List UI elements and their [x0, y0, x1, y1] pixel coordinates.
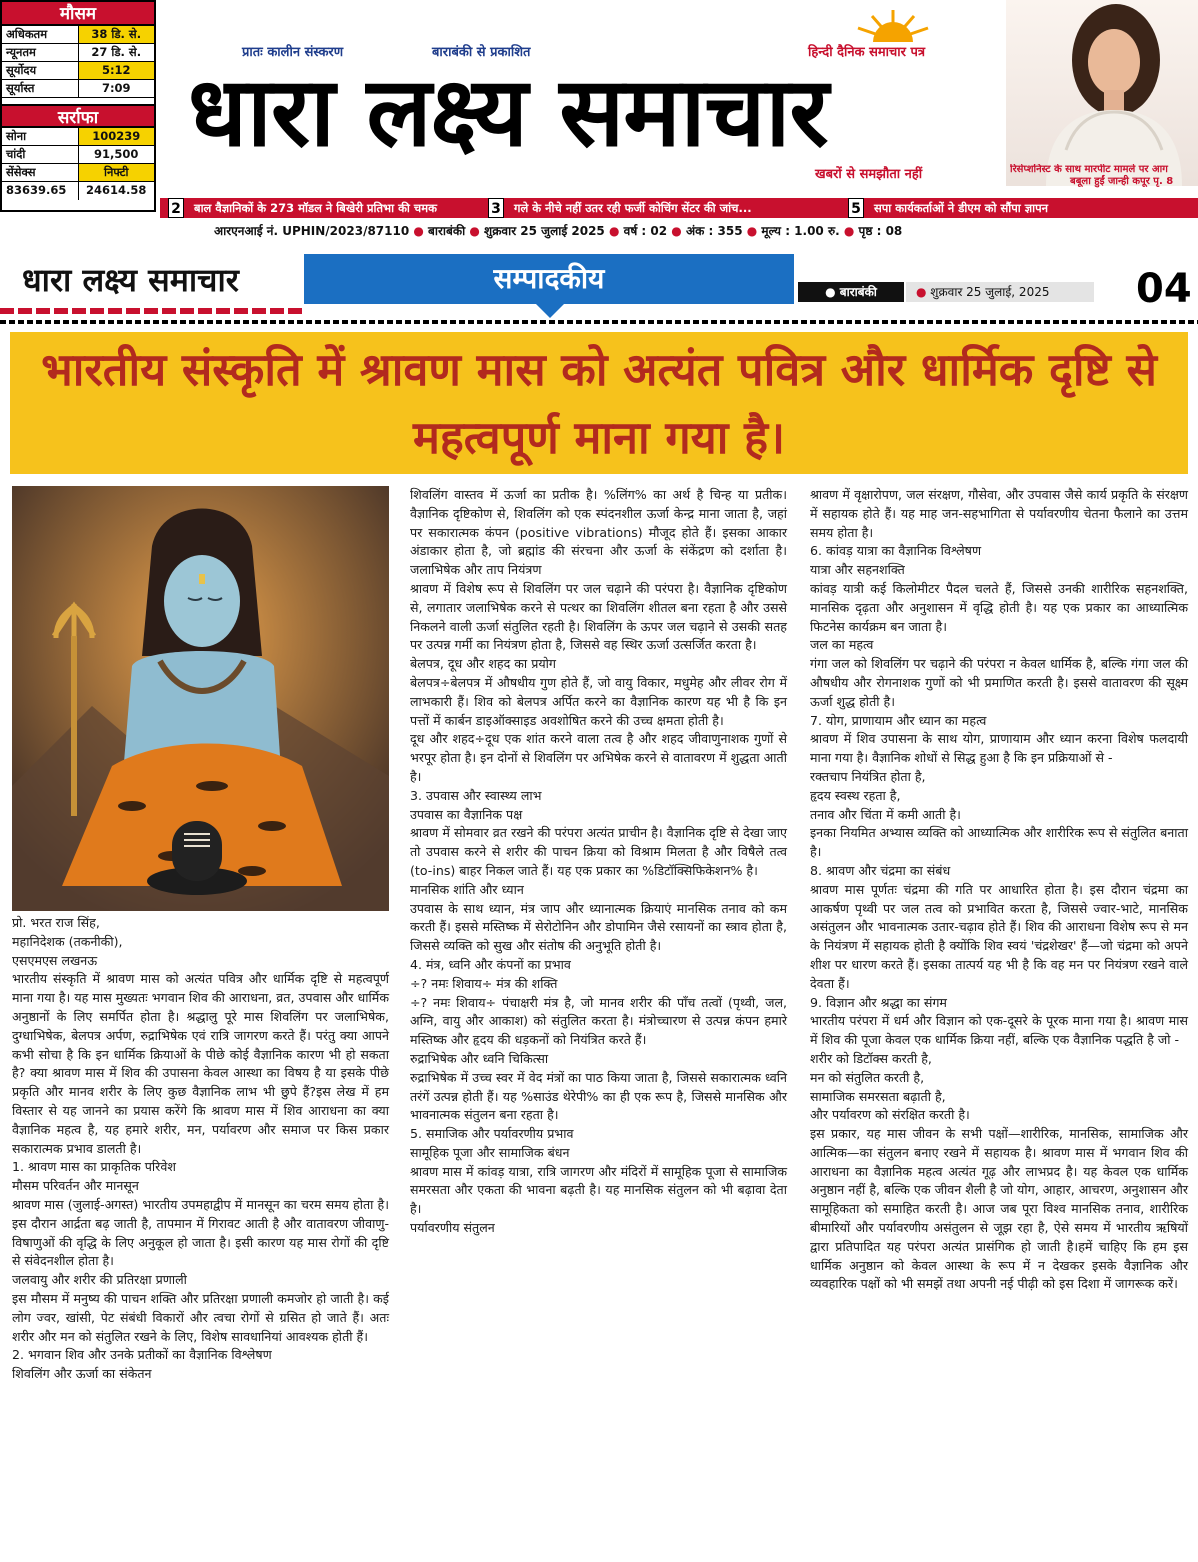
sub-heading: जलवायु और शरीर की प्रतिरक्षा प्रणाली	[12, 1272, 187, 1288]
section-heading: 8. श्रावण और चंद्रमा का संबंध	[810, 862, 951, 878]
ad-caption-line: रिसेप्शनिस्ट के साथ मारपीट मामले पर आग	[1010, 164, 1168, 175]
bullion-label: सेंसेक्स	[2, 164, 78, 181]
list-item: शरीर को डिटॉक्स करती है,	[810, 1050, 932, 1066]
ad-photo	[1006, 0, 1198, 186]
article-paragraph: शिवलिंग वास्तव में ऊर्जा का प्रतीक है। %लिंग% का अर्थ है चिन्ह या प्रतीक। वैज्ञानिक दृष्टिकोण से, शिवलिंग को एक स्पंदनशील ऊर्जा केन्द्र माना जाता है, जहां पर सकारात्मक कंपन (positive vibrations) मौजूद होते हैं। इसका आकार अंडाकार होता है, जो ब्रह्मांड की संरचना और ऊर्जा के संकेंद्रण को दर्शाता है। जलाभिषेक और ताप नियंत्रण	[410, 487, 787, 578]
weather-bullion-box	[0, 0, 156, 212]
ticker-link[interactable]: बाल वैज्ञानिकों के 273 मॉडल ने बिखेरी प्रतिभा की चमक	[194, 200, 437, 215]
section-tab-pointer-icon	[536, 304, 564, 318]
article-paragraph: इस मौसम में मनुष्य की पाचन शक्ति और प्रतिरक्षा प्रणाली कमजोर हो जाती है। कई लोग ज्वर, खांसी, पेट संबंधी विकारों और त्वचा रोगों से ग्रसित हो जाते हैं। अतः शरीर और मन को संतुलित रखने के लिए, विशेष सावधानियां आवश्यक होती हैं।	[12, 1290, 389, 1344]
tagline-top: हिन्दी दैनिक समाचार पत्र	[808, 45, 926, 60]
weather-label: अधिकतम	[2, 26, 78, 43]
bullion-value: 100239	[78, 128, 155, 145]
bullion-title: सर्राफा	[2, 104, 154, 128]
weather-value: 38 डि. से.	[78, 26, 155, 43]
sub-heading: मानसिक शांति और ध्यान	[410, 881, 524, 897]
weather-title: मौसम	[2, 2, 154, 26]
bullion-value: 24614.58	[78, 182, 155, 200]
list-item: सामाजिक समरसता बढ़ाती है,	[810, 1088, 946, 1104]
ticker-link[interactable]: गले के नीचे नहीं उतर रही फर्जी कोचिंग सेंटर की जांच...	[514, 200, 752, 215]
article-paragraph: श्रावण में सोमवार व्रत रखने की परंपरा अत्यंत प्राचीन है। वैज्ञानिक दृष्टि से देखा जाए तो उपवास करने से शरीर की पाचन क्रिया को विश्राम मिलता है और विषैले तत्व (to-ins) बाहर निकल जाते हैं। यह एक प्रकार का %डिटॉक्सिफिकेशन% है।	[410, 825, 787, 878]
year-label: वर्ष : 02	[623, 224, 668, 238]
article-paragraph: भारतीय संस्कृति में श्रावण मास को अत्यंत पवित्र और धार्मिक दृष्टि से महत्वपूर्ण माना गया है। यह मास मुख्यतः भगवान शिव की आराधना, व्रत, उपवास और धार्मिक अनुष्ठानों के लिए समर्पित होता है। श्रद्धालु पूरे मास शिवलिंग पर जलाभिषेक, दुग्धाभिषेक, बेलपत्र अर्पण, रुद्राभिषेक एवं रात्रि जागरण करते हैं। परंतु क्या आपने कभी सोचा है कि इन धार्मिक क्रियाओं के पीछे कोई वैज्ञानिक कारण भी हो सकता है? क्या श्रावण मास में शिव की उपासना केवल आस्था का विषय है या इसके पीछे प्रकृति और मानव शरीर के लिए कुछ वैज्ञानिक लाभ भी छुपे हैं?इस लेख में हम विस्तार से यह जानने का प्रयास करेंगे कि श्रावण मास में शिव आराधना का क्या वैज्ञानिक महत्व है, यह हमारे शरीर, मन, पर्यावरण और समाज पर किस प्रकार सकारात्मक प्रभाव डालती है।	[12, 971, 389, 1156]
registration-line	[214, 222, 902, 239]
sub-heading: रुद्राभिषेक और ध्वनि चिकित्सा	[410, 1050, 549, 1066]
list-item: मन को संतुलित करती है,	[810, 1069, 925, 1085]
sun-logo-icon	[848, 6, 938, 46]
paper-name-logo: धारा लक्ष्य समाचार	[188, 56, 828, 168]
ad-caption	[1010, 164, 1198, 188]
bullet-icon: ●	[469, 224, 485, 238]
article-paragraph: श्रावण मास पूर्णतः चंद्रमा की गति पर आधारित होता है। इस दौरान चंद्रमा का आकर्षण पृथ्वी पर जल तत्व को प्रभावित करता है, जिससे ज्वार-भाटे, मानसिक असंतुलन और भावनात्मक उतार-चढ़ाव होते हैं। शिव की आराधना विशेष रूप से मन के नियंत्रण में सहायक होती है क्योंकि शिव स्वयं 'चंद्रशेखर' हैं—जो चंद्रमा को अपने शीश पर धारण करते हैं। इसका तात्पर्य यह भी है कि वह मन पर नियंत्रण रखने वाले देवता हैं।	[810, 881, 1188, 991]
place-label: बाराबंकी	[428, 224, 466, 238]
decorative-stripe	[0, 308, 304, 314]
list-item: हृदय स्वस्थ रहता है,	[810, 787, 901, 803]
article-paragraph: भारतीय परंपरा में धर्म और विज्ञान को एक-दूसरे के पूरक माना गया है। श्रावण मास में शिव की पूजा केवल एक धार्मिक क्रिया नहीं, बल्कि एक वैज्ञानिक पद्धति है जो -	[810, 1013, 1188, 1048]
bullet-icon: ●	[746, 224, 762, 238]
section-tab-editorial: सम्पादकीय	[304, 254, 794, 304]
author-name: प्रो. भरत राज सिंह,	[12, 915, 100, 930]
article-paragraph: श्रावण मास (जुलाई-अगस्त) भारतीय उपमहाद्वीप में मानसून का चरम समय होता है। इस दौरान आर्द्रता बढ़ जाती है, तापमान में गिरावट आती है और वातावरण जीवाणु-विषाणुओं की वृद्धि के लिए अनुकूल हो जाता है। इसी कारण यह मास रोगों की दृष्टि से संवेदनशील होता है।	[12, 1196, 389, 1269]
weather-row	[2, 26, 154, 44]
section-heading: 5. समाजिक और पर्यावरणीय प्रभाव	[410, 1126, 574, 1142]
bullet-icon: ●	[825, 285, 840, 299]
sub-heading: पर्यावरणीय संतुलन	[410, 1220, 495, 1236]
sub-heading: मौसम परिवर्तन और मानसून	[12, 1178, 139, 1194]
article-paragraph: ÷? नमः शिवाय÷ पंचाक्षरी मंत्र है, जो मानव शरीर की पाँच तत्वों (पृथ्वी, जल, अग्नि, वायु और आकाश) को संतुलित करता है। मंत्रोच्चारण से उत्पन्न कंपन हमारे मस्तिष्क और हृदय की धड़कनों को नियंत्रित करते हैं।	[410, 994, 787, 1048]
section-heading: 9. विज्ञान और श्रद्धा का संगम	[810, 994, 947, 1010]
bullet-icon: ●	[843, 224, 859, 238]
sub-heading: सामूहिक पूजा और सामाजिक बंधन	[410, 1144, 570, 1160]
bullion-row	[2, 182, 154, 200]
weather-value: 7:09	[78, 80, 155, 97]
article-paragraph: श्रावण में विशेष रूप से शिवलिंग पर जल चढ़ाने की परंपरा है। वैज्ञानिक दृष्टिकोण से, लगातार जलाभिषेक करने से पत्थर का शिवलिंग शीतल बना रहता है और उससे निकलने वाली ऊर्जा संतुलित रहती है। शिवलिंग के ऊपर जल चढ़ाने से उसकी सतह पर उत्पन्न गर्मी का नियंत्रण होता है, जिससे वह स्थिर ऊर्जा उत्सर्जित करता है।	[410, 580, 787, 653]
article-paragraph: दूध और शहद÷दूध एक शांत करने वाला तत्व है और शहद जीवाणुनाशक गुणों से भरपूर होता है। इन दोनों से शिवलिंग पर अभिषेक करने से वातावरण में शुद्धता आती है।	[410, 731, 787, 784]
lord-shiva-illustration-icon	[12, 486, 389, 911]
article-paragraph: इनका नियमित अभ्यास व्यक्ति को आध्यात्मिक और शारीरिक रूप से संतुलित बनाता है।	[810, 825, 1188, 860]
sub-heading: शिवलिंग और ऊर्जा का संकेतन	[12, 1366, 152, 1382]
price-label: मूल्य : 1.00 रु.	[761, 224, 840, 238]
article-column-3	[810, 486, 1188, 1294]
weather-label: सूर्योदय	[2, 62, 78, 79]
ticker-page-number: 5	[848, 198, 864, 218]
bullion-row	[2, 128, 154, 146]
article-headline: भारतीय संस्कृति में श्रावण मास को अत्यंत पवित्र और धार्मिक दृष्टि से महत्वपूर्ण माना गया है।	[10, 332, 1188, 474]
weather-row	[2, 62, 154, 80]
actress-photo-icon	[1006, 0, 1198, 186]
masthead	[0, 0, 1198, 238]
section-heading: 3. उपवास और स्वास्थ्य लाभ	[410, 787, 542, 803]
page-header-paper-name: धारा लक्ष्य समाचार	[22, 261, 239, 299]
bullion-row	[2, 164, 154, 182]
section-heading: 7. योग, प्राणायाम और ध्यान का महत्व	[810, 712, 987, 728]
bullion-label: चांदी	[2, 146, 78, 163]
bullion-value: 91,500	[78, 146, 155, 163]
list-item: और पर्यावरण को संरक्षित करती है।	[810, 1107, 970, 1123]
section-heading: 2. भगवान शिव और उनके प्रतीकों का वैज्ञानिक विश्लेषण	[12, 1347, 272, 1363]
issue-label: अंक : 355	[685, 224, 743, 238]
sub-heading: बेलपत्र, दूध और शहद का प्रयोग	[410, 656, 557, 672]
article-paragraph: कांवड़ यात्री कई किलोमीटर पैदल चलते हैं, जिससे उनकी शारीरिक सहनशक्ति, मानसिक दृढ़ता और अनुशासन में वृद्धि होती है। यह एक प्रकार का आध्यात्मिक फिटनेस कार्यक्रम बन जाता है।	[810, 580, 1188, 634]
bullet-icon: ●	[916, 285, 931, 299]
news-ticker	[160, 198, 1198, 218]
bullet-icon: ●	[608, 224, 624, 238]
sub-heading: ÷? नमः शिवाय÷ मंत्र की शक्ति	[410, 975, 558, 991]
article-column-2	[410, 486, 787, 1238]
weather-label: न्यूनतम	[2, 44, 78, 61]
dashed-rule	[0, 320, 1198, 324]
list-item: तनाव और चिंता में कमी आती है।	[810, 806, 961, 822]
bullion-value: निफ्टी	[78, 164, 155, 181]
date-label: शुक्रवार 25 जुलाई 2025	[484, 224, 605, 238]
section-heading: 1. श्रावण मास का प्राकृतिक परिवेश	[12, 1159, 176, 1175]
page-header-place-text: बाराबंकी	[839, 285, 877, 299]
weather-value: 27 डि. से.	[78, 44, 155, 61]
weather-value: 5:12	[78, 62, 155, 79]
section-heading: 4. मंत्र, ध्वनि और कंपनों का प्रभाव	[410, 956, 571, 972]
article-paragraph: उपवास के साथ ध्यान, मंत्र जाप और ध्यानात्मक क्रियाएं मानसिक तनाव को कम करती हैं। इससे मस्तिष्क में सेरोटोनिन और डोपामिन जैसे रसायनों का स्त्राव होता है, जिससे व्यक्ति को सुख और संतोष की अनुभूति होती है।	[410, 900, 787, 954]
pages-label: पृष्ठ : 08	[858, 224, 903, 238]
bullion-label: सोना	[2, 128, 78, 145]
edition-label: प्रातः कालीन संस्करण	[242, 45, 344, 60]
weather-row	[2, 44, 154, 62]
article-paragraph: इस प्रकार, यह मास जीवन के सभी पक्षों—शारीरिक, मानसिक, सामाजिक और आत्मिक—का संतुलन बनाए रखने में सहायक है। श्रावण मास में भगवान शिव की आराधना का वैज्ञानिक महत्व अत्यंत गूढ़ और लाभप्रद है। यह केवल एक धार्मिक अनुष्ठान नहीं है, बल्कि एक जीवन शैली है जो योग, आहार, आचरण, अनुशासन और सामूहिकता को समाहित करती है। आज जब पूरा विश्व मानसिक तनाव, शारीरिक बीमारियों और पर्यावरणीय असंतुलन से जूझ रहा है, ऐसे समय में भारतीय ऋषियों द्वारा प्रतिपादित यह परंपरा अत्यंत प्रासंगिक हो जाती है।हमें चाहिए कि हम इस धार्मिक अनुष्ठान को केवल आस्था के रूप में न देखकर इसके वैज्ञानिक और व्यवहारिक पक्षों को भी समझें तथा अपनी नई पीढ़ी को इस दिशा में जागरूक करें।	[810, 1126, 1188, 1292]
weather-label: सूर्यास्त	[2, 80, 78, 97]
page-header-date	[906, 282, 1094, 302]
sub-heading: यात्रा और सहनशक्ति	[810, 562, 905, 578]
weather-row	[2, 80, 154, 98]
ad-caption-line: बबूला हुईं जान्ही कपूर पृ. 8	[1070, 176, 1174, 187]
list-item: रक्तचाप नियंत्रित होता है,	[810, 768, 926, 784]
article-image	[12, 486, 389, 911]
slogan: खबरों से समझौता नहीं	[815, 167, 923, 182]
article-paragraph: रुद्राभिषेक में उच्च स्वर में वेद मंत्रों का पाठ किया जाता है, जिससे सकारात्मक ध्वनि तरंगें उत्पन्न होती हैं। यह %साउंड थेरेपी% का ही एक रूप है, जिससे मानसिक और भावनात्मक संतुलन बना रहता है।	[410, 1069, 787, 1123]
ticker-link[interactable]: सपा कार्यकर्ताओं ने डीएम को सौंपा ज्ञापन	[874, 200, 1048, 215]
bullet-icon: ●	[671, 224, 686, 238]
section-heading: 6. कांवड़ यात्रा का वैज्ञानिक विश्लेषण	[810, 543, 982, 559]
ticker-page-number: 2	[168, 198, 184, 218]
bullion-row	[2, 146, 154, 164]
rni-number: आरएनआई नं. UPHIN/2023/87110	[214, 224, 410, 238]
published-from: बाराबंकी से प्रकाशित	[432, 45, 531, 60]
sub-heading: जल का महत्व	[810, 637, 874, 653]
page-header-place	[798, 282, 904, 302]
page-number: 04	[1136, 266, 1192, 312]
author-institution: एसएमएस लखनऊ	[12, 952, 98, 968]
article-paragraph: श्रावण मास में कांवड़ यात्रा, रात्रि जागरण और मंदिरों में सामूहिक पूजा से सामाजिक समरसता और एकता की भावना बढ़ती है। यह मानसिक संतुलन को भी बढ़ावा देता है।	[410, 1163, 787, 1217]
bullion-label: 83639.65	[2, 182, 78, 200]
article-paragraph: बेलपत्र÷बेलपत्र में औषधीय गुण होते हैं, जो वायु विकार, मधुमेह और लीवर रोग में लाभकारी हैं। शिव को बेलपत्र अर्पित करने का वैज्ञानिक कारण यह भी है कि इन पत्तों में कार्बन डाइऑक्साइड अवशोषित करने की उच्च क्षमता होती है।	[410, 674, 787, 728]
author-designation: महानिदेशक (तकनीकी),	[12, 933, 123, 949]
page-header-date-text: शुक्रवार 25 जुलाई, 2025	[930, 285, 1050, 299]
sub-heading: उपवास का वैज्ञानिक पक्ष	[410, 806, 523, 822]
article-paragraph: श्रावण में वृक्षारोपण, जल संरक्षण, गौसेवा, और उपवास जैसे कार्य प्रकृति के संरक्षण में सहायक होते हैं। यह माह जन-सहभागिता से पर्यावरणीय चेतना फैलाने का उत्तम समय होता है।	[810, 487, 1188, 540]
article-column-1	[12, 914, 389, 1384]
article-paragraph: गंगा जल को शिवलिंग पर चढ़ाने की परंपरा न केवल धार्मिक है, बल्कि गंगा जल की औषधीय और रोगनाशक गुणों को भी प्रमाणित करती है। इससे वातावरण की सूक्ष्म ऊर्जा शुद्ध होती है।	[810, 656, 1188, 709]
bullet-icon: ●	[413, 224, 429, 238]
page-header	[0, 240, 1198, 320]
article-paragraph: श्रावण में शिव उपासना के साथ योग, प्राणायाम और ध्यान करना विशेष फलदायी माना गया है। वैज्ञानिक शोधों से सिद्ध हुआ है कि इन प्रक्रियाओं से -	[810, 731, 1188, 766]
ticker-page-number: 3	[488, 198, 504, 218]
